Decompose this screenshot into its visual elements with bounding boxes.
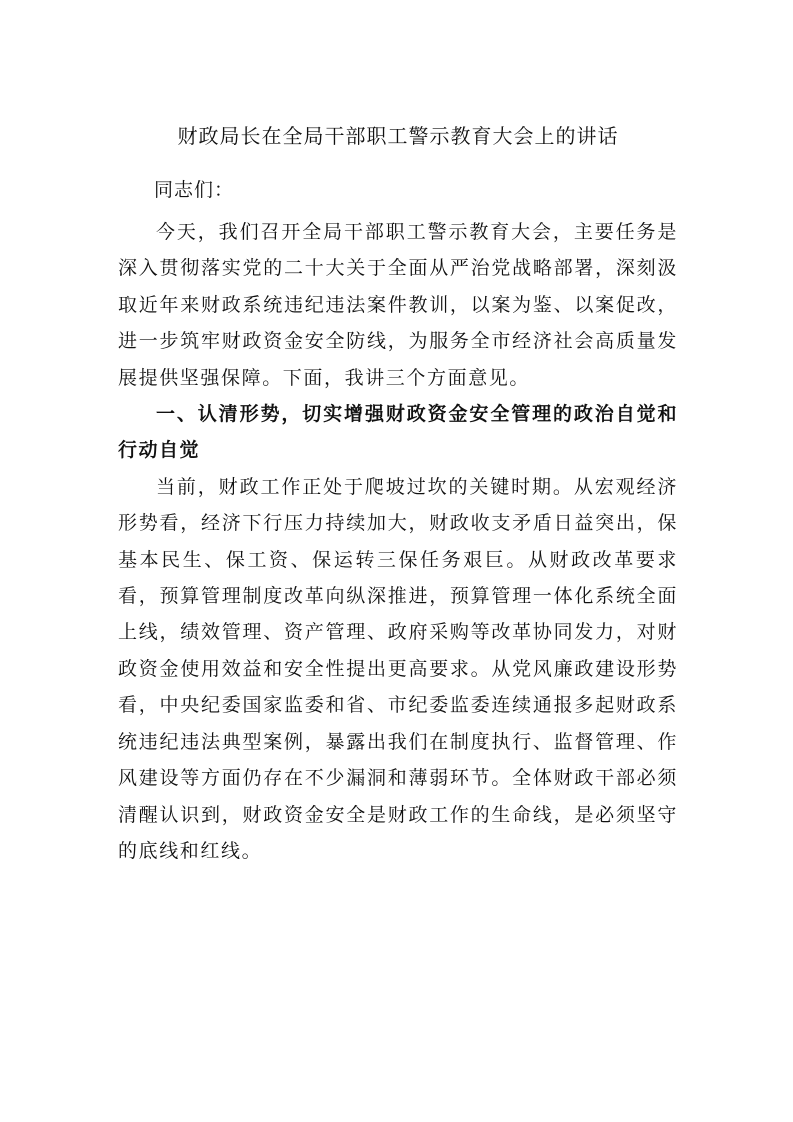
intro-paragraph: 今天，我们召开全局干部职工警示教育大会，主要任务是深入贯彻落实党的二十大关于全面从严治党战略部署，深刻汲取近年来财政系统违纪违法案件教训，以案为鉴、以案促改，进一步筑牢财政资金安全防线，为服务全市经济社会高质量发展提供坚强保障。下面，我讲三个方面意见。	[118, 221, 678, 389]
section-1-heading: 一、认清形势，切实增强财政资金安全管理的政治自觉和行动自觉	[118, 403, 678, 462]
document-body	[118, 118, 678, 869]
section-1-paragraph: 当前，财政工作正处于爬坡过坎的关键时期。从宏观经济形势看，经济下行压力持续加大，财政收支矛盾日益突出，保基本民生、保工资、保运转三保任务艰巨。从财政改革要求看，预算管理制度改革向纵深推进，预算管理一体化系统全面上线，绩效管理、资产管理、政府采购等改革协同发力，对财政资金使用效益和安全性提出更高要求。从党风廉政建设形势看，中央纪委国家监委和省、市纪委监委连续通报多起财政系统违纪违法典型案例，暴露出我们在制度执行、监督管理、作风建设等方面仍存在不少漏洞和薄弱环节。全体财政干部必须清醒认识到，财政资金安全是财政工作的生命线，是必须坚守的底线和红线。	[118, 475, 678, 862]
greeting: 同志们：	[154, 179, 235, 201]
document-title: 财政局长在全局干部职工警示教育大会上的讲话	[177, 124, 619, 148]
